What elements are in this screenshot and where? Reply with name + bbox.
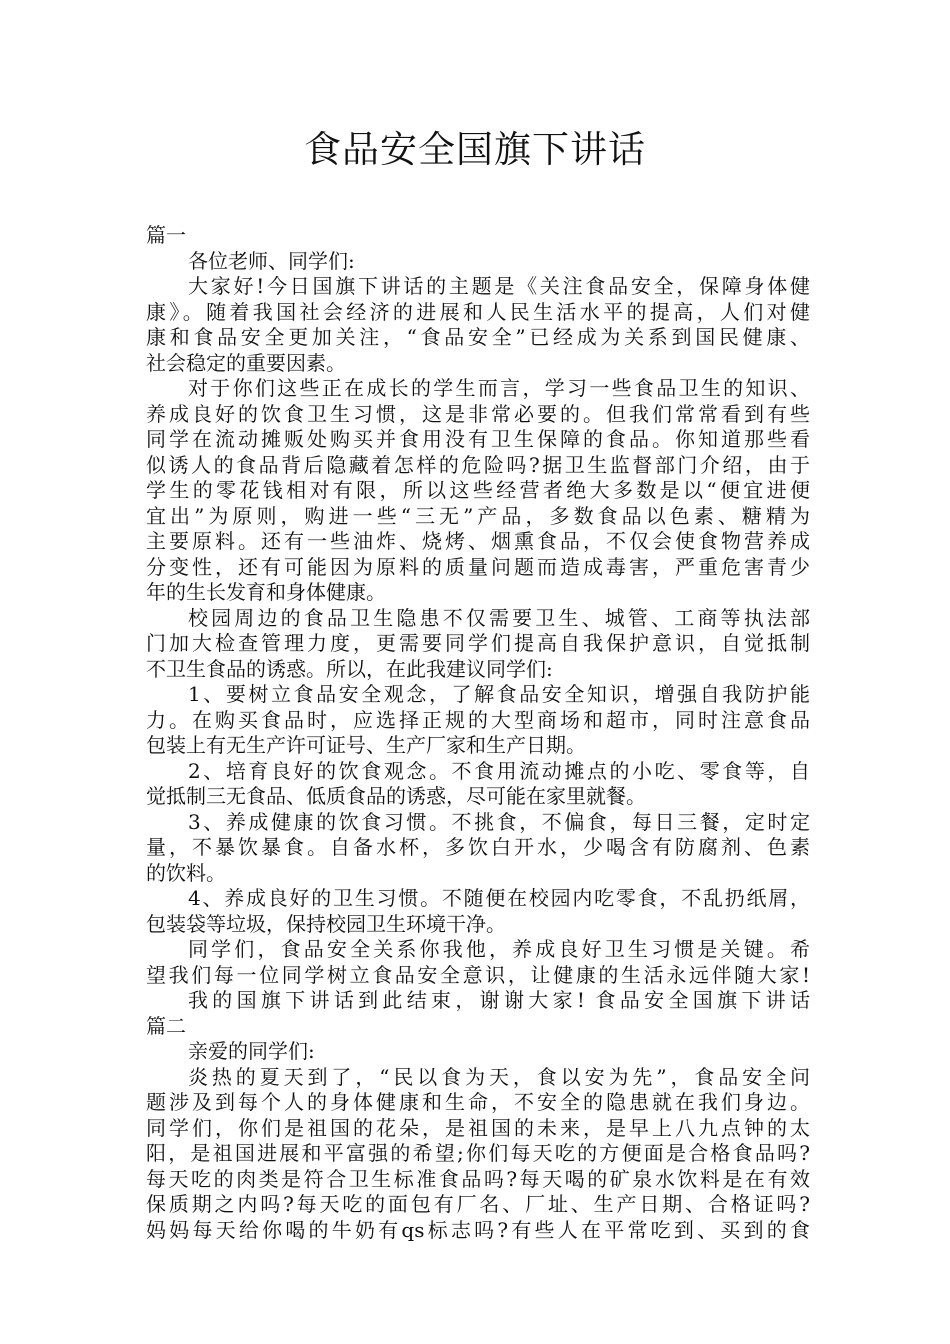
text-line: 对于你们这些正在成长的学生而言，学习一些食品卫生的知识、 — [188, 376, 810, 400]
text-line: 包装上有无生产许可证号、生产厂家和生产日期。 — [146, 733, 586, 757]
text-line: 力。在购买食品时，应选择正规的大型商场和超市，同时注意食品 — [146, 707, 810, 732]
text-line: 炎热的夏天到了，“民以食为天，食以安为先”，食品安全问 — [188, 1064, 810, 1089]
text-line: 保质期之内吗?每天吃的面包有厂名、厂址、生产日期、合格证吗? — [146, 1192, 810, 1216]
text-line: 同学在流动摊贩处购买并食用没有卫生保障的食品。你知道那些看 — [146, 427, 810, 451]
text-line: 1、要树立食品安全观念，了解食品安全知识，增强自我防护能 — [188, 682, 810, 706]
text-line: 3、养成健康的饮食习惯。不挑食，不偏食，每日三餐，定时定 — [188, 809, 810, 834]
text-line: 亲爱的同学们: — [188, 1039, 315, 1063]
text-line: 社会稳定的重要因素。 — [146, 350, 346, 375]
document-title: 食品安全国旗下讲话 — [304, 128, 646, 171]
text-line: 主要原料。还有一些油炸、烧烤、烟熏食品，不仅会使食物营养成 — [146, 529, 810, 553]
text-line: 养成良好的饮食卫生习惯，这是非常必要的。但我们常常看到有些 — [146, 401, 810, 426]
text-line: 学生的零花钱相对有限，所以这些经营者绝大多数是以“便宜进便 — [146, 478, 810, 502]
text-line: 包装袋等垃圾，保持校园卫生环境干净。 — [146, 911, 506, 936]
text-line: 篇一 — [146, 223, 186, 247]
text-line: 每天吃的肉类是符合卫生标准食品吗?每天喝的矿泉水饮料是在有效 — [146, 1166, 810, 1191]
text-line: 妈妈每天给你喝的牛奶有qs标志吗?有些人在平常吃到、买到的食 — [146, 1217, 810, 1242]
text-line: 阳，是祖国进展和平富强的希望;你们每天吃的方便面是合格食品吗? — [146, 1141, 810, 1165]
text-line: 同学们，你们是祖国的花朵，是祖国的未来，是早上八九点钟的太 — [146, 1115, 810, 1140]
text-line: 不卫生食品的诱惑。所以，在此我建议同学们: — [146, 656, 553, 681]
document-body — [146, 223, 810, 1243]
text-line: 2、培育良好的饮食观念。不食用流动摊点的小吃、零食等，自 — [188, 758, 810, 783]
text-line: 康》。随着我国社会经济的进展和人民生活水平的提高，人们对健 — [146, 299, 810, 324]
text-line: 题涉及到每个人的身体健康和生命，不安全的隐患就在我们身边。 — [146, 1090, 810, 1114]
text-line: 似诱人的食品背后隐藏着怎样的危险吗?据卫生监督部门介绍，由于 — [146, 452, 810, 477]
text-line: 4、养成良好的卫生习惯。不随便在校园内吃零食，不乱扔纸屑， — [188, 886, 810, 910]
text-line: 篇二 — [146, 1013, 186, 1038]
text-line: 同学们，食品安全关系你我他，养成良好卫生习惯是关键。希 — [188, 937, 810, 961]
text-line: 量，不暴饮暴食。自备水杯，多饮白开水，少喝含有防腐剂、色素 — [146, 835, 810, 859]
text-line: 的饮料。 — [146, 860, 226, 885]
text-line: 校园周边的食品卫生隐患不仅需要卫生、城管、工商等执法部 — [188, 605, 810, 630]
text-line: 大家好!今日国旗下讲话的主题是《关注食品安全，保障身体健 — [188, 274, 810, 298]
text-line: 望我们每一位同学树立食品安全意识，让健康的生活永远伴随大家! — [146, 962, 810, 987]
text-line: 觉抵制三无食品、低质食品的诱惑，尽可能在家里就餐。 — [146, 784, 646, 808]
text-line: 宜出”为原则，购进一些“三无”产品，多数食品以色素、糖精为 — [146, 503, 810, 528]
text-line: 门加大检查管理力度，更需要同学们提高自我保护意识，自觉抵制 — [146, 631, 810, 655]
text-line: 分变性，还有可能因为原料的质量问题而造成毒害，严重危害青少 — [146, 554, 810, 579]
text-line: 各位老师、同学们: — [188, 248, 355, 273]
text-line: 我的国旗下讲话到此结束，谢谢大家! 食品安全国旗下讲话 — [188, 988, 810, 1012]
text-line: 年的生长发育和身体健康。 — [146, 580, 386, 604]
text-line: 康和食品安全更加关注，“食品安全”已经成为关系到国民健康、 — [146, 325, 810, 349]
